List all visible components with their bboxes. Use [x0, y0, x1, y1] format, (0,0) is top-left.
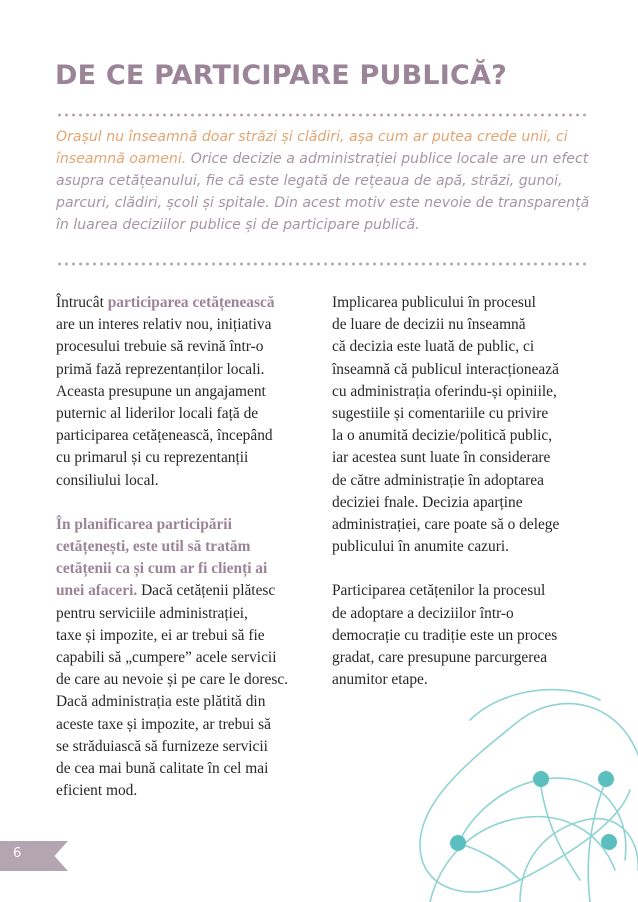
text-line: Implicarea publicului în procesul — [332, 294, 536, 311]
dotted-divider-bottom — [56, 262, 586, 266]
text-line: cu administrația oferindu-și opiniile, — [332, 382, 557, 400]
text-line: primă fază reprezentanților locali. — [56, 360, 265, 378]
text-line: iar acestea sunt luate în considerare — [332, 449, 551, 467]
text-line: de luare de decizii nu înseamnă — [332, 316, 526, 334]
text-line: la o anumită decizie/politică public, — [332, 427, 553, 445]
text-line — [56, 292, 316, 314]
text-line: aceste taxe și impozite, ar trebui să — [56, 715, 271, 733]
text-line: administrației, care poate să o delege — [332, 516, 560, 534]
text-line: consiliului local. — [56, 471, 159, 489]
intro-accent-text: Orașul nu înseamnă doar străzi și clădiri, așa cum ar putea crede unii, ci înseamnă oameni. — [56, 129, 568, 167]
swirl-loop-2 — [520, 819, 638, 902]
text-line: Dacă administrația este plătită din — [56, 693, 266, 711]
stem-1 — [458, 843, 520, 880]
swirl-loop-1 — [430, 817, 615, 902]
dotted-divider-top — [56, 113, 586, 117]
highlighted-line: cetățenești, este util să tratăm — [56, 538, 251, 556]
text-line: eficient mod. — [56, 782, 138, 800]
text-line: înseamnă că publicul interacționează — [332, 360, 559, 378]
intro-body-text: Orice decizie a administrației publice locale are un efect asupra cetățeanului, fie că este legată de rețeaua de apă, străzi, gunoi, parcuri, clădiri, școli și spitale. Din acest motiv este nevoie de transparență în luarea deciziilor publice și de participare publică. — [56, 151, 590, 233]
text-line — [56, 580, 316, 602]
highlighted-line: cetățenii ca și cum ar fi clienți ai — [56, 560, 268, 578]
text-line: gradat, care presupune parcurgerea — [332, 649, 548, 667]
page-title: DE CE PARTICIPARE PUBLICĂ? — [55, 60, 507, 91]
text-fragment: Dacă cetățenii plătesc — [137, 582, 276, 600]
right-paragraph-1 — [332, 292, 592, 558]
text-line: de care au nevoie și pe care le doresc. — [56, 671, 289, 689]
highlighted-term: participarea cetățenească — [107, 294, 275, 311]
text-line: participarea cetățenească, începând — [56, 427, 273, 445]
highlighted-line: În planificarea participării — [56, 515, 232, 533]
text-line: procesului trebuie să revină într-o — [56, 338, 264, 356]
text-line: democrație cu tradiție este un proces — [332, 626, 558, 644]
text-line: publicului în anumite cazuri. — [332, 538, 509, 556]
text-line: Participarea cetățenilor la procesul — [332, 582, 546, 600]
text-line: pentru serviciile administrației, — [56, 604, 248, 622]
dot-3 — [450, 835, 466, 851]
text-line: că decizia este luată de public, ci — [332, 338, 535, 356]
text-line: sugestiile și comentariile cu privire — [332, 405, 549, 423]
dot-4 — [601, 834, 617, 850]
page-number: 6 — [13, 846, 22, 861]
text-line: capabili să „cumpere” acele servicii — [56, 649, 277, 667]
dot-1 — [533, 771, 549, 787]
text-line: se străduiască să furnizeze servicii — [56, 737, 268, 755]
text-line: de cea mai bună calitate în cel mai — [56, 760, 269, 778]
left-paragraph-2 — [56, 514, 316, 803]
text-line: deciziei fnale. Decizia aparține — [332, 493, 523, 511]
text-line: anumitor etape. — [332, 671, 428, 689]
text-line: Aceasta presupune un angajament — [56, 382, 266, 400]
text-line: de către administrație în adoptarea — [332, 471, 544, 489]
left-paragraph-1 — [56, 292, 316, 492]
intro-paragraph — [56, 126, 596, 236]
highlighted-term: unei afaceri. — [56, 582, 138, 600]
left-column — [56, 292, 316, 824]
text-line: taxe și impozite, ei ar trebui să fie — [56, 626, 265, 644]
text-line: are un interes relativ nou, inițiativa — [56, 316, 272, 334]
right-column — [332, 292, 592, 713]
dot-2 — [598, 771, 614, 787]
text-line: puternic al liderilor locali față de — [56, 405, 259, 423]
right-paragraph-2 — [332, 580, 592, 691]
text-line: cu primarul și cu reprezentanții — [56, 449, 249, 467]
text-line: de adoptare a deciziilor într-o — [332, 604, 514, 622]
text-fragment: Întrucât — [56, 294, 108, 311]
